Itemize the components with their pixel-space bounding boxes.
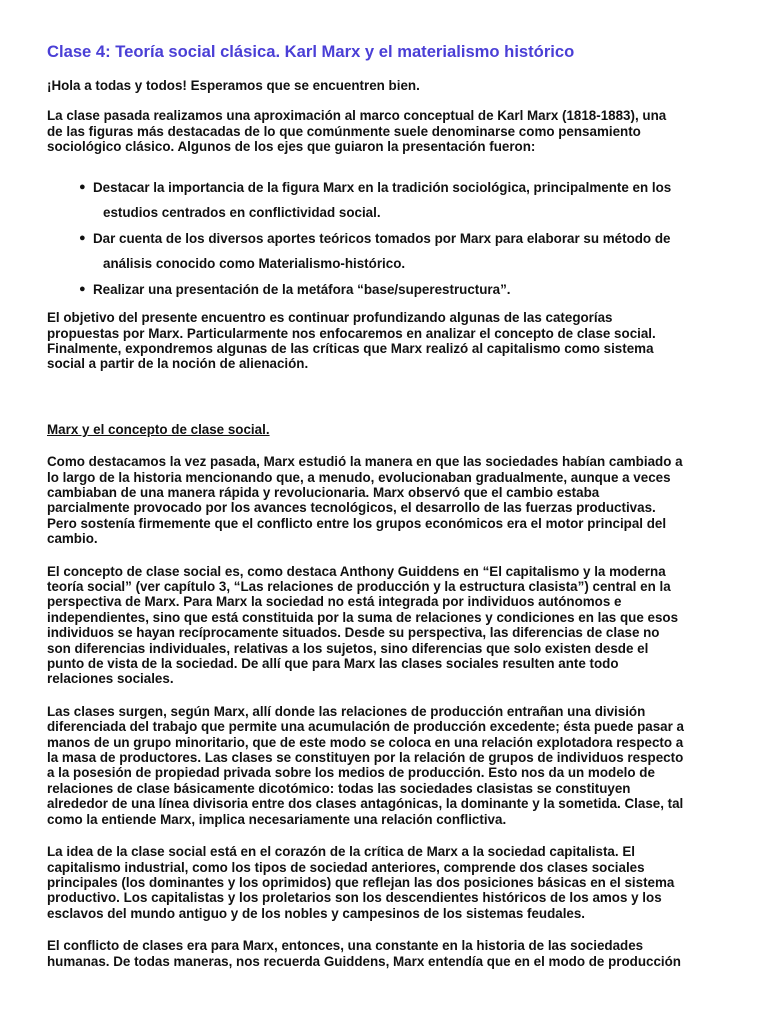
paragraph-line: a la posesión de propiedad privada sobre los medios de producción. Esto nos da un modelo de	[47, 765, 655, 781]
paragraph-line: cambio.	[47, 531, 98, 547]
paragraph-line: Como destacamos la vez pasada, Marx estudió la manera en que las sociedades habían cambiado a	[47, 454, 683, 470]
body-paragraph	[47, 704, 737, 827]
paragraph-line: cambiaban de una manera rápida y revolucionaria. Marx observó que el cambio estaba	[47, 484, 600, 500]
greeting-paragraph: ¡Hola a todas y todos! Esperamos que se encuentren bien.	[47, 78, 420, 93]
section-heading: Marx y el concepto de clase social.	[47, 421, 270, 437]
paragraph-line: relaciones de clase básicamente dicotómico: todas las sociedades clasistas se constituyen	[47, 780, 631, 796]
body-paragraph	[47, 454, 737, 546]
body-paragraph	[47, 938, 737, 969]
paragraph-line: relaciones sociales.	[47, 671, 174, 687]
document-page	[47, 40, 737, 986]
paragraph-line: independientes, sino que está constituida por la suma de relaciones y condiciones en las que esos	[47, 609, 679, 625]
paragraph-line: la masa de productores. Las clases se constituyen por la relación de grupos de individuos respecto	[47, 750, 684, 766]
objective-line: propuestas por Marx. Particularmente nos enfocaremos en analizar el concepto de clase social.	[47, 325, 656, 341]
bullet-dot-icon: ●	[79, 282, 86, 295]
bullet-line: Realizar una presentación de la metáfora “base/superestructura”.	[93, 281, 511, 297]
paragraph-line: La idea de la clase social está en el corazón de la crítica de Marx a la sociedad capitalista. El	[47, 844, 635, 860]
bullet-line: Destacar la importancia de la figura Marx en la tradición sociológica, principalmente en los	[93, 179, 672, 195]
body-paragraph	[47, 564, 737, 687]
paragraph-line: El concepto de clase social es, como destaca Anthony Guiddens en “El capitalismo y la moderna	[47, 563, 666, 579]
topics-bullet-list	[47, 175, 737, 303]
paragraph-line: capitalismo industrial, como los tipos de sociedad anteriores, comprende dos clases sociales	[47, 859, 645, 875]
objective-line: Finalmente, expondremos algunas de las críticas que Marx realizó al capitalismo como sistema	[47, 340, 654, 356]
paragraph-line: diferenciada del trabajo que permite una acumulación de producción excedente; ésta puede pasar a	[47, 719, 684, 735]
paragraph-line: lo largo de la historia mencionando que, a menudo, evolucionaban gradualmente, aunque a veces	[47, 469, 671, 485]
intro-line: de las figuras más destacadas de lo que comúnmente suele denominarse como pensamiento	[47, 123, 641, 139]
bullet-item	[79, 175, 737, 226]
paragraph-line: productivo. Los capitalistas y los proletarios son los descendientes históricos de los amos y los	[47, 890, 662, 906]
paragraph-line: alrededor de una línea divisoria entre dos clases antagónicas, la dominante y la sometida. Clase, tal	[47, 796, 684, 812]
bullet-line-continuation: estudios centrados en conflictividad social.	[103, 205, 381, 221]
intro-line: La clase pasada realizamos una aproximación al marco conceptual de Karl Marx (1818-1883), una	[47, 108, 667, 124]
paragraph-line: punto de vista de la sociedad. De allí que para Marx las clases sociales resulten ante todo	[47, 656, 619, 672]
document-title: Clase 4: Teoría social clásica. Karl Marx y el materialismo histórico	[47, 42, 575, 61]
paragraph-line: manos de un grupo minoritario, que de este modo se coloca en una relación explotadora respecto a	[47, 734, 684, 750]
objective-line: El objetivo del presente encuentro es continuar profundizando algunas de las categorías	[47, 310, 613, 326]
paragraph-line: principales (los dominantes y los oprimidos) que reflejan las dos posiciones básicas en el sistema	[47, 874, 675, 890]
paragraph-line: teoría social” (ver capítulo 3, “Las relaciones de producción y la estructura clasista”) central en la	[47, 579, 671, 594]
paragraph-line: humanas. De todas maneras, nos recuerda Guiddens, Marx entendía que en el modo de producción	[47, 953, 681, 969]
objective-paragraph	[47, 310, 737, 372]
body-paragraph	[47, 844, 737, 921]
bullet-dot-icon: ●	[79, 180, 86, 193]
paragraph-line: como la entiende Marx, implica necesariamente una relación conflictiva.	[47, 811, 507, 827]
bullet-dot-icon: ●	[79, 231, 86, 244]
paragraph-line: individuos se hayan recíprocamente situados. Desde su perspectiva, las diferencias de clase no	[47, 625, 660, 641]
intro-line: sociológico clásico. Algunos de los ejes que guiaron la presentación fueron:	[47, 139, 536, 155]
paragraph-line: Las clases surgen, según Marx, allí donde las relaciones de producción entrañan una división	[47, 703, 646, 719]
paragraph-line: El conflicto de clases era para Marx, entonces, una constante en la historia de las sociedades	[47, 938, 644, 954]
intro-paragraph	[47, 108, 737, 154]
bullet-item	[79, 226, 737, 277]
bullet-line: Dar cuenta de los diversos aportes teóricos tomados por Marx para elaborar su método de	[93, 230, 671, 246]
bullet-line-continuation: análisis conocido como Materialismo-histórico.	[103, 256, 406, 272]
paragraph-line: perspectiva de Marx. Para Marx la sociedad no está integrada por individuos autónomos e	[47, 594, 622, 610]
paragraph-line: parcialmente provocado por los avances tecnológicos, el desarrollo de las fuerzas productivas.	[47, 500, 656, 516]
objective-line: social a partir de la noción de alienación.	[47, 356, 309, 372]
paragraph-line: son diferencias individuales, relativas a los sujetos, sino diferencias que solo existen desde el	[47, 640, 649, 656]
paragraph-line: Pero sostenía firmemente que el conflicto entre los grupos económicos era el motor principal del	[47, 515, 667, 531]
paragraph-line: esclavos del mundo antiguo y de los nobles y campesinos de los sistemas feudales.	[47, 905, 586, 921]
bullet-item	[79, 277, 737, 303]
